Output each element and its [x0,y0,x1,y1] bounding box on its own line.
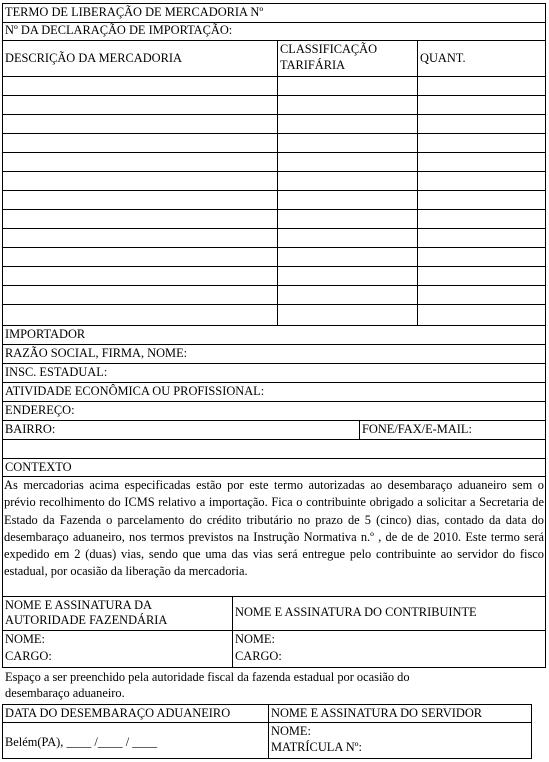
table-row [2,325,546,326]
row-divider [2,40,546,41]
clearance-date-header: DATA DO DESEMBARAÇO ADUANEIRO [5,706,231,720]
table-row [2,228,546,229]
authority-role-field[interactable]: CARGO: [5,649,52,663]
footer-column-divider [268,704,269,759]
form-title: TERMO DE LIBERAÇÃO DE MERCADORIA Nº [5,5,264,19]
footer-note: Espaço a ser preenchido pela autoridade fiscal da fazenda estadual por ocasião do [5,670,410,684]
column-divider [232,596,233,667]
authority-signature-label: NOME E ASSINATURA DA [5,598,152,612]
footer-border-right [531,704,532,759]
row-divider [2,458,546,459]
table-row [2,190,546,191]
row-divider [2,596,546,597]
table-column-divider [417,40,418,325]
row-divider [2,363,546,364]
form-border-right [545,3,546,667]
footer-row-divider [2,722,532,723]
server-registration-field[interactable]: MATRÍCULA Nº: [271,740,362,754]
row-divider [2,630,546,631]
authority-signature-label-line2: AUTORIDADE FAZENDÁRIA [5,613,168,627]
declaration-label: Nº DA DECLARAÇÃO DE IMPORTAÇÃO: [5,23,233,37]
context-label: CONTEXTO [5,460,72,474]
row-divider [2,76,546,77]
importer-section-label: IMPORTADOR [5,327,86,341]
row-divider [2,401,546,402]
column-header-classification: CLASSIFICAÇÃO [280,42,378,56]
footer-border-bottom [2,758,532,759]
table-row [2,95,546,96]
form-border-bottom [2,667,546,668]
taxpayer-role-field[interactable]: CARGO: [235,649,282,663]
clearance-date-field[interactable]: Belém(PA), ____ /____ / ____ [5,735,158,749]
column-header-classification-line2: TARIFÁRIA [280,58,346,72]
form-border-top [2,3,546,4]
table-row [2,171,546,172]
row-divider [2,382,546,383]
state-registration-field[interactable]: INSC. ESTADUAL: [5,365,108,379]
table-row [2,152,546,153]
column-header-description: DESCRIÇÃO DA MERCADORIA [5,51,182,65]
row-divider [2,439,546,440]
taxpayer-name-field[interactable]: NOME: [235,632,275,646]
authority-name-field[interactable]: NOME: [5,632,45,646]
contact-field[interactable]: FONE/FAX/E-MAIL: [362,422,472,436]
context-paragraph: As mercadorias acima especificadas estão por este termo autorizadas ao desembaraço aduaneiro sem o prévio recolhimento do ICMS relativo a importação. Fica o contribuinte obrigado a solicitar a Secretaria de Estado da Fazenda o parcelamento do crédito tributário no prazo de 5 (cinco) dias, contado da data do desembaraço aduaneiro, nos termos previstos na Instrução Normativa n.º , de de de 2010. Este termo será expedido em 2 (duas) vias, sendo que uma das vias será entregue pelo contribuinte ao servidor do fisco estadual, por ocasião da liberação da mercadoria. [4,478,544,579]
footer-note-line2: desembaraço aduaneiro. [5,686,125,700]
table-row [2,266,546,267]
district-field[interactable]: BAIRRO: [5,422,56,436]
table-row [2,114,546,115]
table-row [2,209,546,210]
footer-border-top [2,704,532,705]
column-divider [359,420,360,439]
row-divider [2,420,546,421]
taxpayer-signature-label: NOME E ASSINATURA DO CONTRIBUINTE [235,605,477,619]
table-row [2,285,546,286]
company-name-field[interactable]: RAZÃO SOCIAL, FIRMA, NOME: [5,346,188,360]
server-signature-header: NOME E ASSINATURA DO SERVIDOR [271,706,483,720]
column-header-quantity: QUANT. [420,51,466,65]
row-divider [2,344,546,345]
economic-activity-field[interactable]: ATIVIDADE ECONÔMICA OU PROFISSIONAL: [5,384,265,398]
form-border-left [2,3,3,667]
table-row [2,304,546,305]
server-name-field[interactable]: NOME: [271,724,311,738]
footer-border-left [2,704,3,759]
address-field[interactable]: ENDEREÇO: [5,403,75,417]
table-column-divider [277,40,278,325]
table-row [2,133,546,134]
table-row [2,247,546,248]
